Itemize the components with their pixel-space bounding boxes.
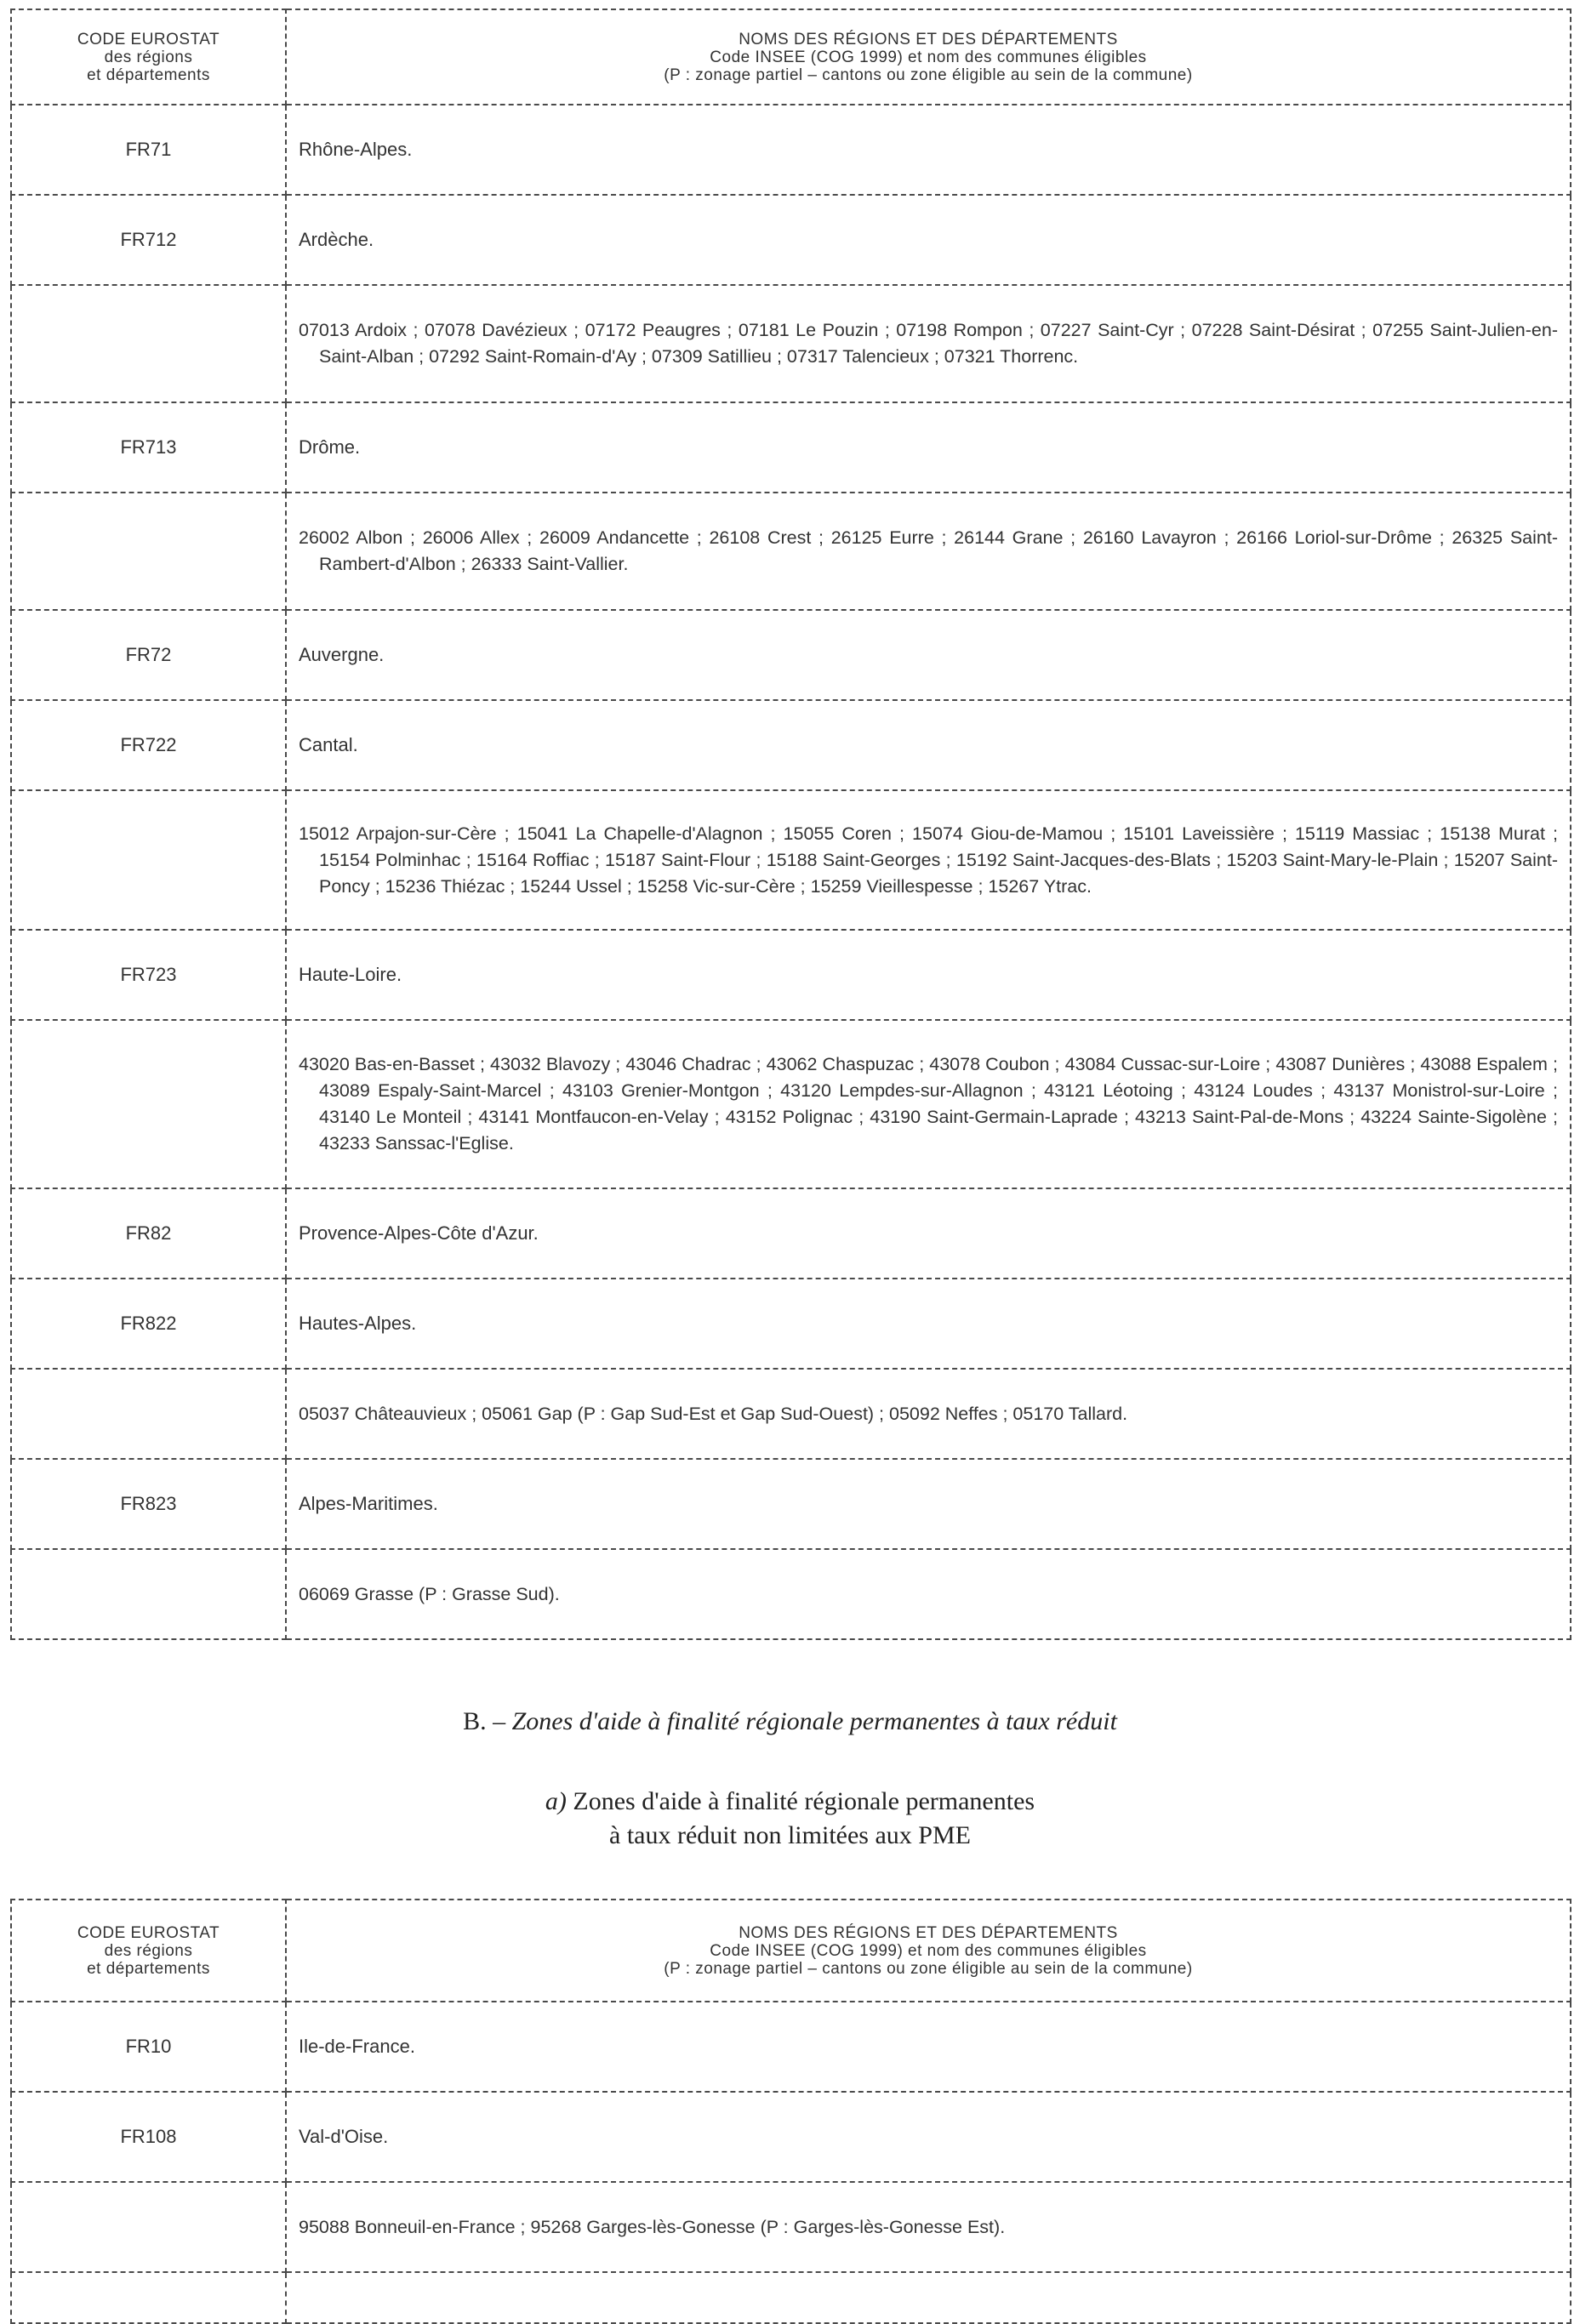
department-name: Haute-Loire. bbox=[286, 930, 1571, 1020]
region-code: FR10 bbox=[11, 2002, 286, 2092]
department-code: FR822 bbox=[11, 1279, 286, 1369]
subsection-a-caption bbox=[0, 1785, 1580, 1853]
commune-list-cell bbox=[286, 285, 1571, 402]
commune-list: 15012 Arpajon-sur-Cère ; 15041 La Chapelle-d'Alagnon ; 15055 Coren ; 15074 Giou-de-Mamou ; 15101 Laveissière ; 15119 Massiac ; 15138 Murat ; 15154 Polminhac ; 15164 Roffiac ; 15187 Saint-Flour ; 15188 Saint-Georges ; 15192 Saint-Jacques-des-Blats ; 15203 Saint-Mary-le-Plain ; 15207 Saint-Poncy ; 15236 Thiézac ; 15244 Ussel ; 15258 Vic-sur-Cère ; 15259 Vieillespesse ; 15267 Ytrac. bbox=[299, 823, 1558, 897]
subsection-a-prefix: a) bbox=[545, 1787, 573, 1815]
header-code-line: CODE EUROSTAT bbox=[77, 30, 220, 48]
subsection-a-title-1: Zones d'aide à finalité régionale permanentes bbox=[573, 1787, 1035, 1815]
department-name: Hautes-Alpes. bbox=[286, 1279, 1571, 1369]
department-code: FR712 bbox=[11, 195, 286, 285]
table-row bbox=[11, 610, 1571, 700]
header-code-line: CODE EUROSTAT bbox=[77, 1923, 220, 1942]
table-row bbox=[11, 402, 1571, 493]
header-names-line: Code INSEE (COG 1999) et nom des communes éligibles bbox=[710, 48, 1147, 66]
section-b-caption bbox=[0, 1707, 1580, 1736]
section-b-title: Zones d'aide à finalité régionale permanentes à taux réduit bbox=[511, 1707, 1117, 1735]
department-code: FR723 bbox=[11, 930, 286, 1020]
region-code: FR72 bbox=[11, 610, 286, 700]
header-names-line: Code INSEE (COG 1999) et nom des communes éligibles bbox=[710, 1941, 1147, 1960]
table-row bbox=[11, 2272, 1571, 2323]
commune-list-cell bbox=[286, 1020, 1571, 1188]
empty-code bbox=[11, 2272, 286, 2323]
table-row bbox=[11, 1549, 1571, 1639]
commune-list-cell bbox=[286, 493, 1571, 610]
commune-list-cell bbox=[286, 1549, 1571, 1639]
department-code: FR108 bbox=[11, 2092, 286, 2182]
empty-code bbox=[11, 1369, 286, 1459]
commune-list: 26002 Albon ; 26006 Allex ; 26009 Andancette ; 26108 Crest ; 26125 Eurre ; 26144 Grane ; 26160 Lavayron ; 26166 Loriol-sur-Drôme ; 26325 Saint-Rambert-d'Albon ; 26333 Saint-Vallier. bbox=[299, 527, 1558, 574]
header-names-line: (P : zonage partiel – cantons ou zone éligible au sein de la commune) bbox=[664, 66, 1193, 84]
table-header-row bbox=[11, 9, 1571, 105]
header-code-line: et départements bbox=[87, 66, 210, 84]
region-name: Ile-de-France. bbox=[286, 2002, 1571, 2092]
commune-list: 05037 Châteauvieux ; 05061 Gap (P : Gap Sud-Est et Gap Sud-Ouest) ; 05092 Neffes ; 05170 Tallard. bbox=[299, 1403, 1128, 1424]
table-row bbox=[11, 2092, 1571, 2182]
region-code: FR82 bbox=[11, 1188, 286, 1279]
table-row bbox=[11, 105, 1571, 195]
department-name: Alpes-Maritimes. bbox=[286, 1459, 1571, 1549]
commune-list: 07013 Ardoix ; 07078 Davézieux ; 07172 Peaugres ; 07181 Le Pouzin ; 07198 Rompon ; 07227 Saint-Cyr ; 07228 Saint-Désirat ; 07255 Saint-Julien-en-Saint-Alban ; 07292 Saint-Romain-d'Ay ; 07309 Satillieu ; 07317 Talencieux ; 07321 Thorrenc. bbox=[299, 320, 1558, 367]
empty-code bbox=[11, 790, 286, 930]
region-name: Provence-Alpes-Côte d'Azur. bbox=[286, 1188, 1571, 1279]
table-row bbox=[11, 285, 1571, 402]
table-row bbox=[11, 195, 1571, 285]
table-row bbox=[11, 1020, 1571, 1188]
subsection-a-line-1 bbox=[0, 1785, 1580, 1819]
empty-code bbox=[11, 1020, 286, 1188]
header-code-cell bbox=[11, 1900, 286, 2002]
header-code-line: des régions bbox=[104, 48, 193, 66]
department-code: FR823 bbox=[11, 1459, 286, 1549]
commune-list: 43020 Bas-en-Basset ; 43032 Blavozy ; 43046 Chadrac ; 43062 Chaspuzac ; 43078 Coubon ; 43084 Cussac-sur-Loire ; 43087 Dunières ; 43088 Espalem ; 43089 Espaly-Saint-Marcel ; 43103 Grenier-Montgon ; 43120 Lempdes-sur-Allagnon ; 43121 Léotoing ; 43124 Loudes ; 43137 Monistrol-sur-Loire ; 43140 Le Monteil ; 43141 Montfaucon-en-Velay ; 43152 Polignac ; 43190 Saint-Germain-Laprade ; 43213 Saint-Pal-de-Mons ; 43224 Sainte-Sigolène ; 43233 Sanssac-l'Eglise. bbox=[299, 1054, 1558, 1153]
region-name: Auvergne. bbox=[286, 610, 1571, 700]
department-name: Cantal. bbox=[286, 700, 1571, 790]
table-header-row bbox=[11, 1900, 1571, 2002]
header-names-line: NOMS DES RÉGIONS ET DES DÉPARTEMENTS bbox=[739, 30, 1118, 48]
regions-table-2 bbox=[10, 1899, 1571, 2324]
table-row bbox=[11, 790, 1571, 930]
header-code-cell bbox=[11, 9, 286, 105]
table-row bbox=[11, 1279, 1571, 1369]
table-row bbox=[11, 1459, 1571, 1549]
department-name: Ardèche. bbox=[286, 195, 1571, 285]
empty-code bbox=[11, 285, 286, 402]
commune-list-cell bbox=[286, 2182, 1571, 2272]
commune-list: 95088 Bonneuil-en-France ; 95268 Garges-lès-Gonesse (P : Garges-lès-Gonesse Est). bbox=[299, 2216, 1006, 2237]
table-row bbox=[11, 700, 1571, 790]
commune-list-cell bbox=[286, 1369, 1571, 1459]
table-row bbox=[11, 1369, 1571, 1459]
header-names-line: (P : zonage partiel – cantons ou zone éligible au sein de la commune) bbox=[664, 1959, 1193, 1978]
region-code: FR71 bbox=[11, 105, 286, 195]
empty-code bbox=[11, 1549, 286, 1639]
empty-code bbox=[11, 2182, 286, 2272]
table-row bbox=[11, 930, 1571, 1020]
department-name: Val-d'Oise. bbox=[286, 2092, 1571, 2182]
table-row bbox=[11, 493, 1571, 610]
regions-table-1 bbox=[10, 9, 1571, 1640]
subsection-a-title-2: à taux réduit non limitées aux PME bbox=[609, 1821, 971, 1849]
table-row bbox=[11, 1188, 1571, 1279]
header-names-line: NOMS DES RÉGIONS ET DES DÉPARTEMENTS bbox=[739, 1923, 1118, 1942]
department-code: FR722 bbox=[11, 700, 286, 790]
department-code: FR713 bbox=[11, 402, 286, 493]
table-row bbox=[11, 2182, 1571, 2272]
header-names-cell bbox=[286, 9, 1571, 105]
section-b-prefix: B. – bbox=[463, 1707, 512, 1735]
empty-name bbox=[286, 2272, 1571, 2323]
commune-list-cell bbox=[286, 790, 1571, 930]
commune-list: 06069 Grasse (P : Grasse Sud). bbox=[299, 1583, 560, 1604]
header-code-line: et départements bbox=[87, 1959, 210, 1978]
empty-code bbox=[11, 493, 286, 610]
region-name: Rhône-Alpes. bbox=[286, 105, 1571, 195]
table-row bbox=[11, 2002, 1571, 2092]
department-name: Drôme. bbox=[286, 402, 1571, 493]
header-code-line: des régions bbox=[104, 1941, 193, 1960]
header-names-cell bbox=[286, 1900, 1571, 2002]
